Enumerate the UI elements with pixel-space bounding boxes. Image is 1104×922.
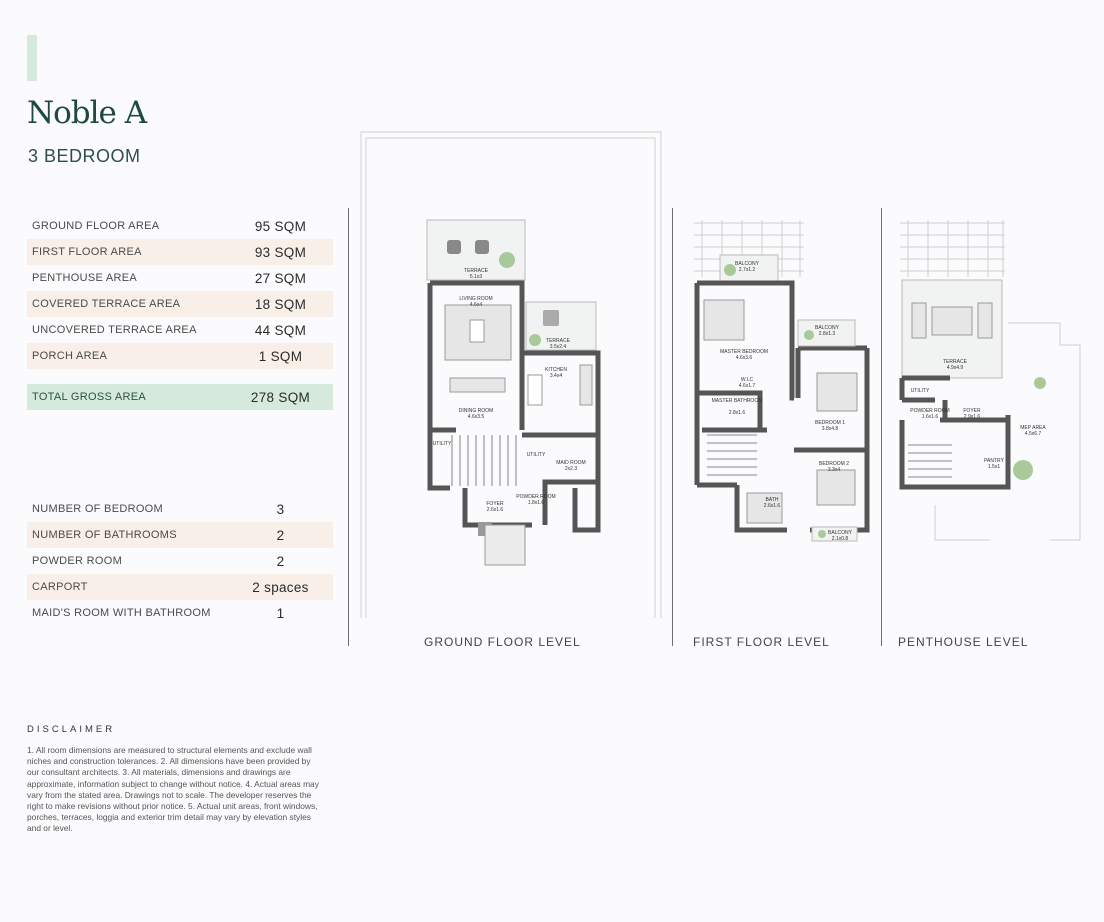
room-dim: 2.1x0.8 — [831, 536, 849, 542]
room-dim: 3.3x4 — [827, 467, 841, 473]
area-label: UNCOVERED TERRACE AREA — [32, 324, 197, 336]
room-label-balcony: BALCONY — [735, 261, 759, 267]
room-label-wic: W.I.C — [740, 377, 754, 383]
room-dim: 2.6x1.6 — [763, 503, 781, 509]
room-label-bedroom-2: BEDROOM 2 — [818, 461, 850, 467]
room-dim: 4.6x3.5 — [467, 414, 485, 420]
area-value: 95 SQM — [254, 219, 307, 234]
area-value: 93 SQM — [254, 245, 307, 260]
room-label-util: UTILITY — [526, 452, 546, 458]
area-row — [27, 291, 333, 317]
room-dim: 3.4x4 — [549, 373, 563, 379]
area-row — [27, 213, 333, 239]
count-row — [27, 548, 333, 574]
room-label-utility: UTILITY — [432, 441, 452, 447]
area-value: 18 SQM — [254, 297, 307, 312]
room-label-terrace: TERRACE — [464, 268, 488, 274]
area-table — [27, 213, 333, 410]
room-label-foyer: FOYER — [486, 501, 504, 507]
room-dim: 2.6x1.6 — [486, 507, 504, 513]
divider-line — [348, 208, 349, 646]
count-value: 1 — [276, 606, 285, 621]
room-label-powder: POWDER ROOM — [516, 494, 556, 500]
room-dim: 5.1x3 — [469, 274, 483, 280]
room-label-living: LIVING ROOM — [459, 296, 493, 302]
pergola — [900, 220, 1005, 277]
area-label: GROUND FLOOR AREA — [32, 220, 160, 232]
ground-floor-plan — [360, 130, 662, 620]
room-label-balcony: BALCONY — [815, 325, 839, 331]
room-dim: 4.6x4 — [469, 302, 483, 308]
counts-table — [27, 496, 333, 626]
area-label: COVERED TERRACE AREA — [32, 298, 181, 310]
area-row — [27, 317, 333, 343]
room-label-master-bathroom: MASTER BATHROOM — [711, 398, 763, 404]
count-row — [27, 574, 333, 600]
room-dim: 4.6x3.6 — [735, 355, 753, 361]
count-row — [27, 496, 333, 522]
room-label-pantry: PANTRY — [984, 458, 1004, 464]
first-floor-drawing — [682, 215, 872, 550]
total-area-value: 278 SQM — [250, 390, 311, 405]
room-label-terrace-side: TERRACE — [546, 338, 570, 344]
room-dim: 4.9x4.9 — [946, 365, 964, 371]
count-label: POWDER ROOM — [32, 555, 123, 567]
page-subtitle: 3 BEDROOM — [28, 146, 141, 166]
first-floor-label: FIRST FLOOR LEVEL — [693, 635, 830, 649]
divider-line — [881, 208, 882, 646]
count-value: 3 — [276, 502, 285, 517]
count-label: MAID'S ROOM WITH BATHROOM — [32, 607, 211, 619]
count-value: 2 — [276, 528, 285, 543]
total-area-row — [27, 384, 333, 410]
room-dim: 2.7x1.2 — [738, 267, 756, 273]
room-dim: 2.8x1.6 — [728, 410, 746, 416]
count-label: NUMBER OF BATHROOMS — [32, 529, 177, 541]
room-label-master-bedroom: MASTER BEDROOM — [719, 349, 769, 355]
count-label: NUMBER OF BEDROOM — [32, 503, 163, 515]
room-label-bedroom-1: BEDROOM 1 — [814, 420, 846, 426]
room-dim: 1.8x1.6 — [527, 500, 545, 506]
penthouse-drawing — [890, 215, 1085, 550]
room-dim: 3.5x2.4 — [549, 344, 567, 350]
area-row — [27, 265, 333, 291]
area-value: 44 SQM — [254, 323, 307, 338]
ground-floor-label: GROUND FLOOR LEVEL — [424, 635, 581, 649]
count-row — [27, 600, 333, 626]
entry-porch — [485, 525, 525, 565]
stairs — [908, 445, 952, 477]
page-title: Noble A — [27, 95, 147, 131]
area-label: PORCH AREA — [32, 350, 108, 362]
room-label-maid: MAID ROOM — [556, 460, 586, 466]
room-label-balcony: BALCONY — [828, 530, 852, 536]
room-label-bath: BATH — [765, 497, 779, 503]
first-floor-plan — [682, 215, 872, 550]
penthouse-plan — [890, 215, 1085, 550]
room-label-utility: UTILITY — [910, 388, 930, 394]
ground-floor-drawing — [360, 130, 662, 620]
area-value: 1 SQM — [258, 349, 303, 364]
room-dim: 4.5x6.7 — [1024, 431, 1042, 437]
count-row — [27, 522, 333, 548]
plant-icon — [1013, 460, 1033, 480]
room-dim: 2.8x1.3 — [818, 331, 836, 337]
divider-line — [672, 208, 673, 646]
penthouse-label: PENTHOUSE LEVEL — [898, 635, 1029, 649]
room-dim: 2.9x1.6 — [963, 414, 981, 420]
room-dim: 3.8x4.8 — [821, 426, 839, 432]
room-label-mep: MEP AREA — [1020, 425, 1046, 431]
room-dim: 4.6x1.7 — [738, 383, 756, 389]
room-label-terrace: TERRACE — [943, 359, 967, 365]
disclaimer-text: 1. All room dimensions are measured to structural elements and exclude wall niches and construction tolerances. 2. All dimensions have been provided by our consultant architects. 3. All materials, dimensions and drawings are approximate, information subject to change without notice. 4. Actual areas may vary from the stated area. Drawings not to scale. The developer reserves the right to make revisions without prior notice. 5. Actual unit areas, front windows, porches, terraces, loggia and exterior trim detail may vary by elevation styles and or level. — [27, 745, 319, 834]
count-value: 2 — [276, 554, 285, 569]
room-dim: 2x2.3 — [564, 466, 578, 472]
room-label-powder: POWDER ROOM — [910, 408, 950, 414]
penthouse-furniture — [912, 303, 992, 338]
plant-icon — [1034, 377, 1046, 389]
room-dim: 1.6x1.6 — [921, 414, 939, 420]
room-label-dining: DINING ROOM — [458, 408, 494, 414]
room-dim: 1.5x1 — [987, 464, 1001, 470]
total-area-label: TOTAL GROSS AREA — [32, 391, 147, 403]
area-row — [27, 343, 333, 369]
area-label: FIRST FLOOR AREA — [32, 246, 142, 258]
count-label: CARPORT — [32, 581, 88, 593]
area-row — [27, 239, 333, 265]
room-label-kitchen: KITCHEN — [545, 367, 567, 373]
disclaimer-title: DISCLAIMER — [27, 724, 116, 735]
penthouse-walls — [902, 378, 1008, 487]
area-label: PENTHOUSE AREA — [32, 272, 138, 284]
area-value: 27 SQM — [254, 271, 307, 286]
room-label-foyer: FOYER — [963, 408, 981, 414]
accent-bar — [27, 35, 37, 81]
count-value: 2 spaces — [252, 580, 309, 595]
